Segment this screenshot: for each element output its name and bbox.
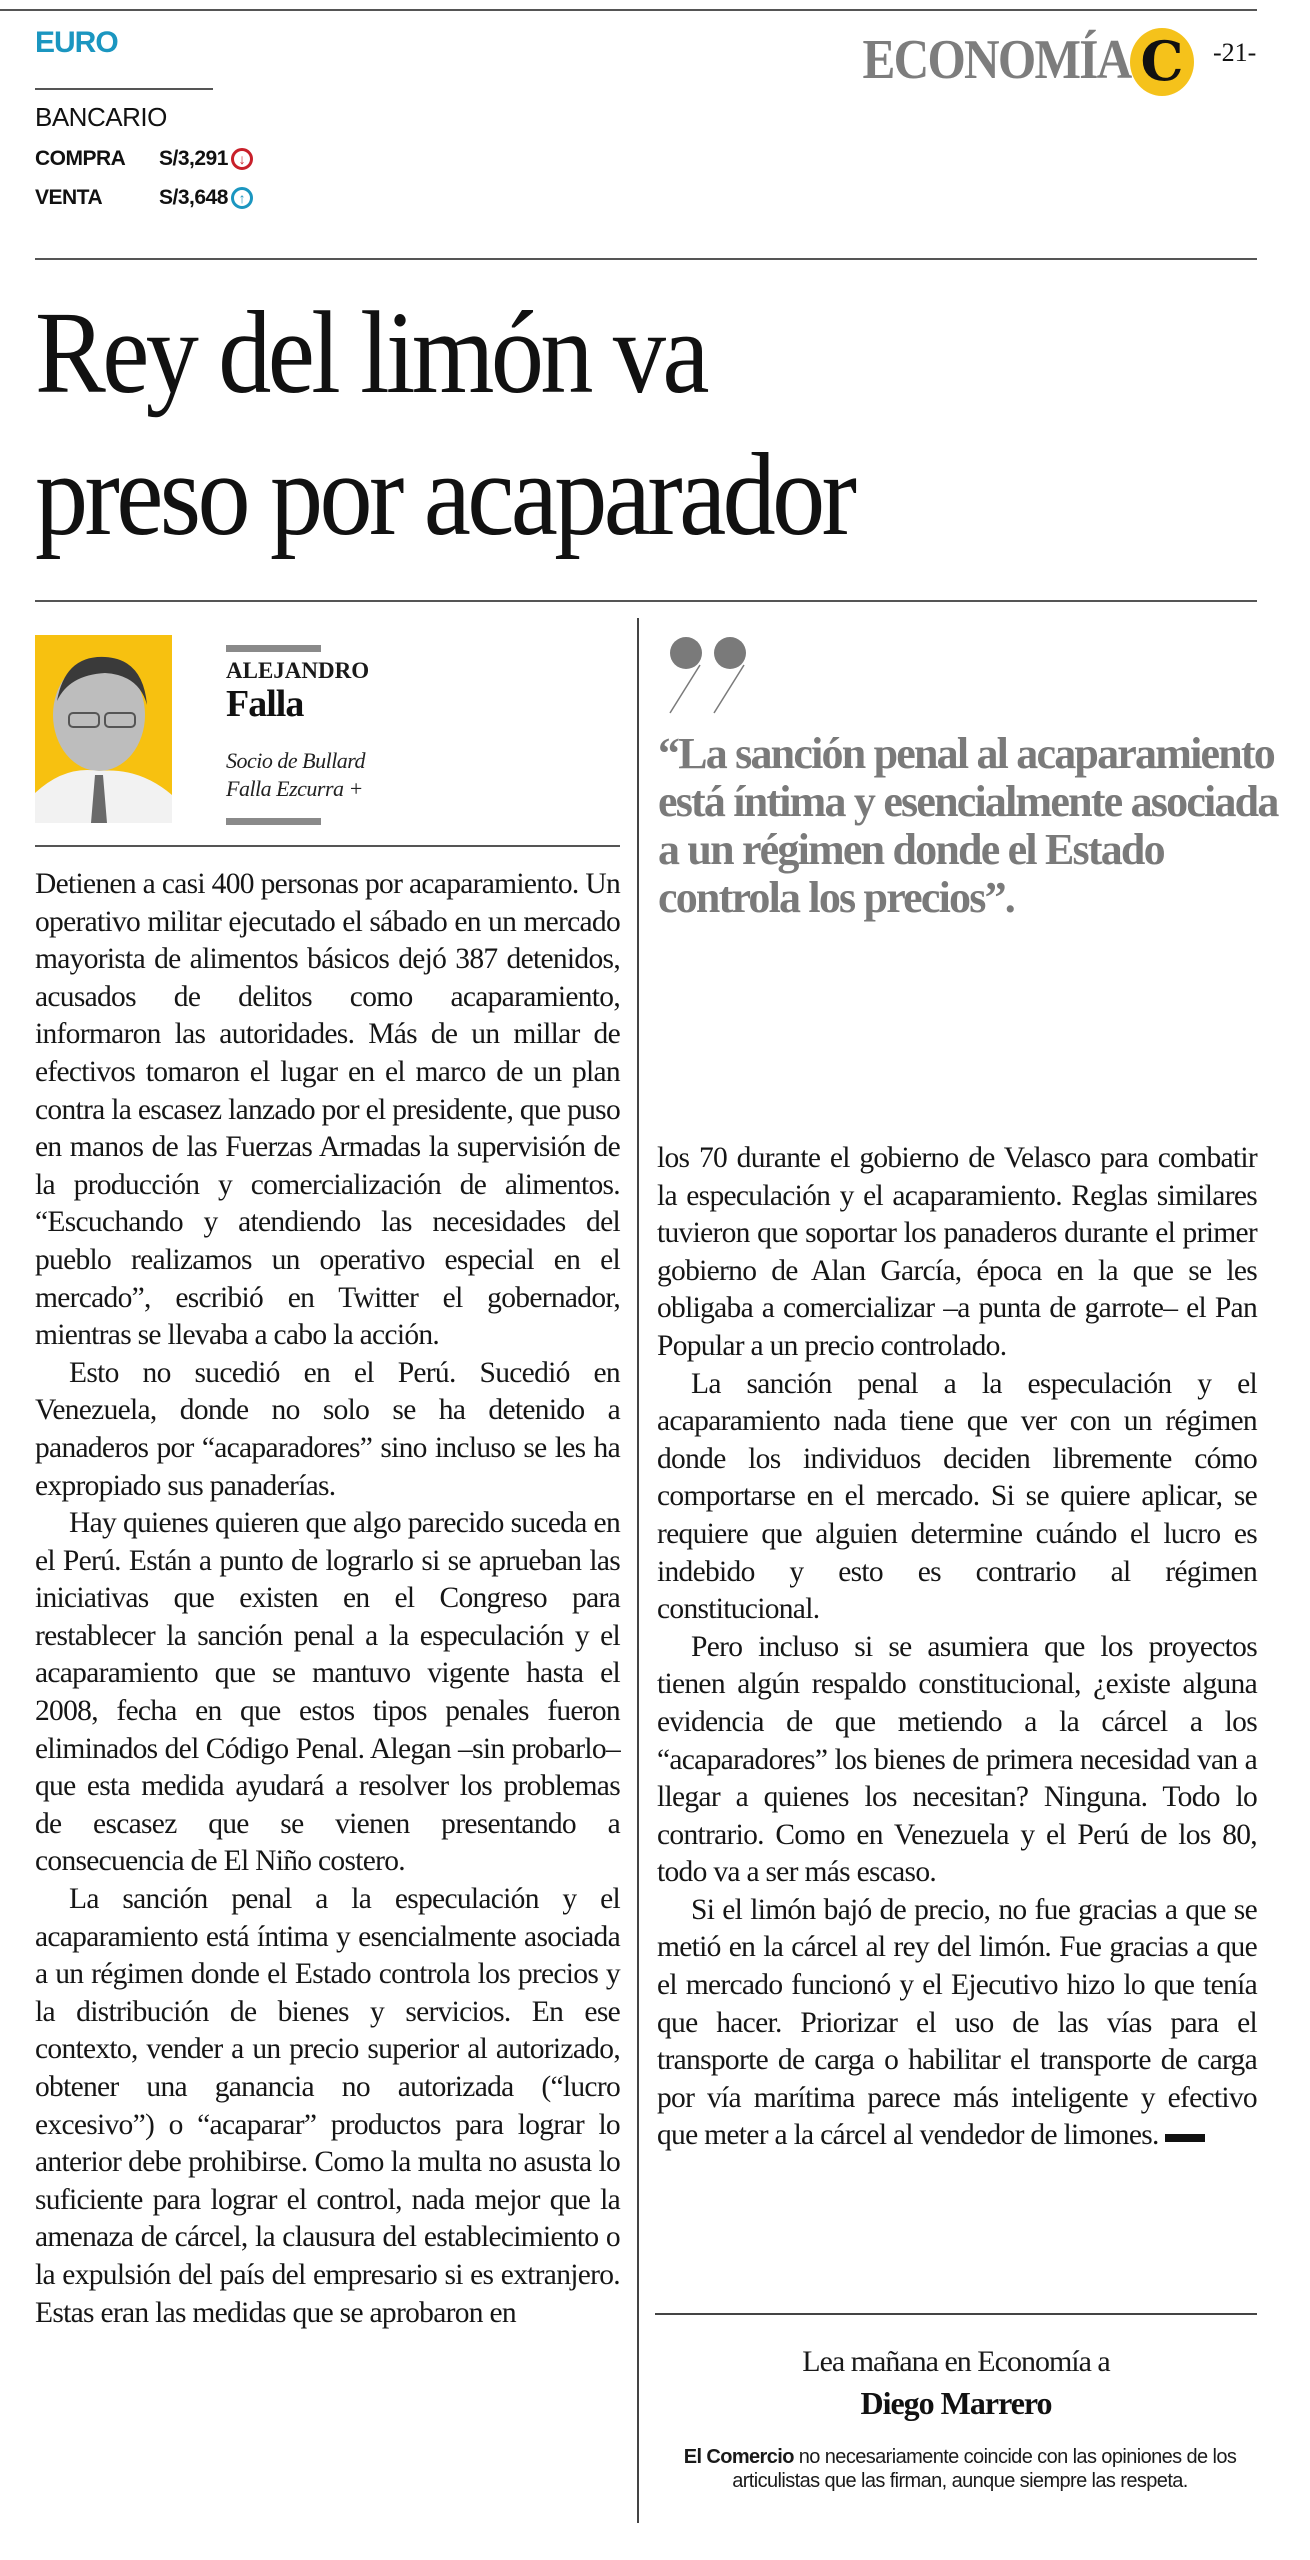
column-divider <box>637 618 639 2523</box>
author-bar-bottom <box>226 818 321 825</box>
teaser-rule <box>655 2313 1257 2315</box>
pull-quote: “La sanción penal al acaparamiento está íntima y esencialmente asociada a un régimen donde el Estado controla los precios”. <box>658 729 1278 922</box>
author-photo <box>35 635 172 823</box>
headline-rule <box>35 600 1257 602</box>
disclaimer-text: no necesariamente coincide con las opiniones de los articulistas que las firman, aunque siempre las respeta. <box>732 2446 1237 2492</box>
author-role: Falla Ezcurra + <box>226 776 363 801</box>
currency-type: BANCARIO <box>35 102 167 132</box>
author-role: Socio de Bullard <box>226 748 366 773</box>
quote-marks-icon <box>668 635 758 715</box>
paragraph: los 70 durante el gobierno de Velasco para combatir la especulación y el acaparamiento. Reglas similares tuvieron que soportar los panaderos durante el primer gobierno de Alan García, época en la que se les obligaba a comercializar –a punta de garrote– el Pan Popular a un precio controlado. <box>657 1142 1257 1362</box>
paragraph: La sanción penal a la especulación y el acaparamiento nada tiene que ver con un régimen donde los individuos deciden libremente cómo comportarse en el mercado. Si se quiere aplicar, se requiere que alguien determine cuándo el lucro es indebido y esto es contrario al régimen constitucional. <box>657 1367 1257 1626</box>
article-body-left <box>35 866 620 2332</box>
disclaimer-brand: El Comercio <box>683 2446 794 2468</box>
author-last-name: Falla <box>226 683 304 725</box>
author-bar-top <box>226 645 321 652</box>
teaser-author-name: Diego Marrero <box>860 2385 1052 2421</box>
currency-title: EURO <box>35 26 118 59</box>
author-rule <box>35 845 620 847</box>
section-title: ECONOMÍA <box>862 29 1130 91</box>
headline <box>35 282 1115 566</box>
rate-label: COMPRA <box>35 147 126 170</box>
rate-value: S/3,648 <box>159 186 228 209</box>
headline-line: preso por acaparador <box>35 429 854 560</box>
arrow-down-circle-icon: ↓ <box>231 148 253 170</box>
page-number: -21- <box>1213 38 1257 67</box>
paragraph: Pero incluso si se asumiera que los proyectos tienen algún respaldo constitucional, ¿existe alguna evidencia de que metiendo a la cárcel a los “acaparadores” los bienes de primera necesidad van a llegar a quienes los necesitan? Ninguna. Todo lo contrario. Como en Venezuela y el Perú de los 80, todo va a ser más escaso. <box>657 1630 1257 1889</box>
el-comercio-logo <box>1130 28 1194 96</box>
disclaimer <box>680 2445 1240 2493</box>
rate-label: VENTA <box>35 186 103 209</box>
teaser-line: Lea mañana en Economía a <box>802 2345 1110 2378</box>
rate-row-compra <box>35 147 253 171</box>
headline-line: Rey del limón va <box>35 287 706 418</box>
paragraph: Esto no sucedió en el Perú. Sucedió en Venezuela, donde no solo se ha detenido a panaderos por “acaparadores” sino incluso se les ha expropiado sus panaderías. <box>35 1356 620 1502</box>
paragraph: La sanción penal a la especulación y el acaparamiento está íntima y esencialmente asociada a un régimen donde el Estado controla los precios y la distribución de bienes y servicios. En ese contexto, vender a un precio superior al autorizado, obtener una ganancia no autorizada (“lucro excesivo”) o “acaparar” productos para lograr lo anterior debe prohibirse. Como la multa no asusta lo suficiente para lograr el control, nada mejor que la amenaza de cárcel, la clausura del establecimiento o la expulsión del país del empresario si es extranjero. Estas eran las medidas que se aprobaron en <box>35 1883 620 2329</box>
rate-value: S/3,291 <box>159 147 228 170</box>
paragraph-final <box>657 1892 1257 2155</box>
currency-rule <box>35 88 213 90</box>
article-body-right <box>657 1140 1257 2155</box>
rate-row-venta <box>35 186 253 210</box>
header-rule <box>35 258 1257 260</box>
end-mark-icon <box>1165 2134 1205 2142</box>
top-rule <box>0 9 1257 11</box>
logo-letter: C <box>1140 29 1184 93</box>
paragraph-text: Si el limón bajó de precio, no fue gracias a que se metió en la cárcel al rey del limón. Fue gracias a que el mercado funcionó y el Ejecutivo hizo lo que tenía que hacer. Priorizar el uso de las vías para el transporte de carga o habilitar el transporte de carga por vía marítima parece más inteligente y efectivo que meter a la cárcel al vendedor de limones. <box>657 1893 1257 2152</box>
arrow-up-circle-icon: ↑ <box>231 187 253 209</box>
paragraph: Detienen a casi 400 personas por acaparamiento. Un operativo militar ejecutado el sábado en un mercado mayorista de alimentos básicos dejó 387 detenidos, acusados de delitos como acaparamiento, informaron las autoridades. Más de un millar de efectivos tomaron el lugar en el marco de un plan contra la escasez lanzado por el presidente, que puso en manos de las Fuerzas Armadas la supervisión de la producción y comercialización de alimentos. “Escuchando y atendiendo las necesidades del pueblo realizamos un operativo especial en el mercado”, escribió en Twitter el gobernador, mientras se llevaba a cabo la acción. <box>35 868 620 1352</box>
author-first-name: ALEJANDRO <box>226 658 370 683</box>
paragraph: Hay quienes quieren que algo parecido suceda en el Perú. Están a punto de lograrlo si se aprueban las iniciativas que existen en el Congreso para restablecer la sanción penal a la especulación y el acaparamiento que se mantuvo vigente hasta el 2008, fecha en que estos tipos penales fueron eliminados del Código Penal. Alegan –sin probarlo– que esta medida ayudará a resolver los problemas de escasez que se vienen presentando a consecuencia de El Niño costero. <box>35 1507 620 1878</box>
